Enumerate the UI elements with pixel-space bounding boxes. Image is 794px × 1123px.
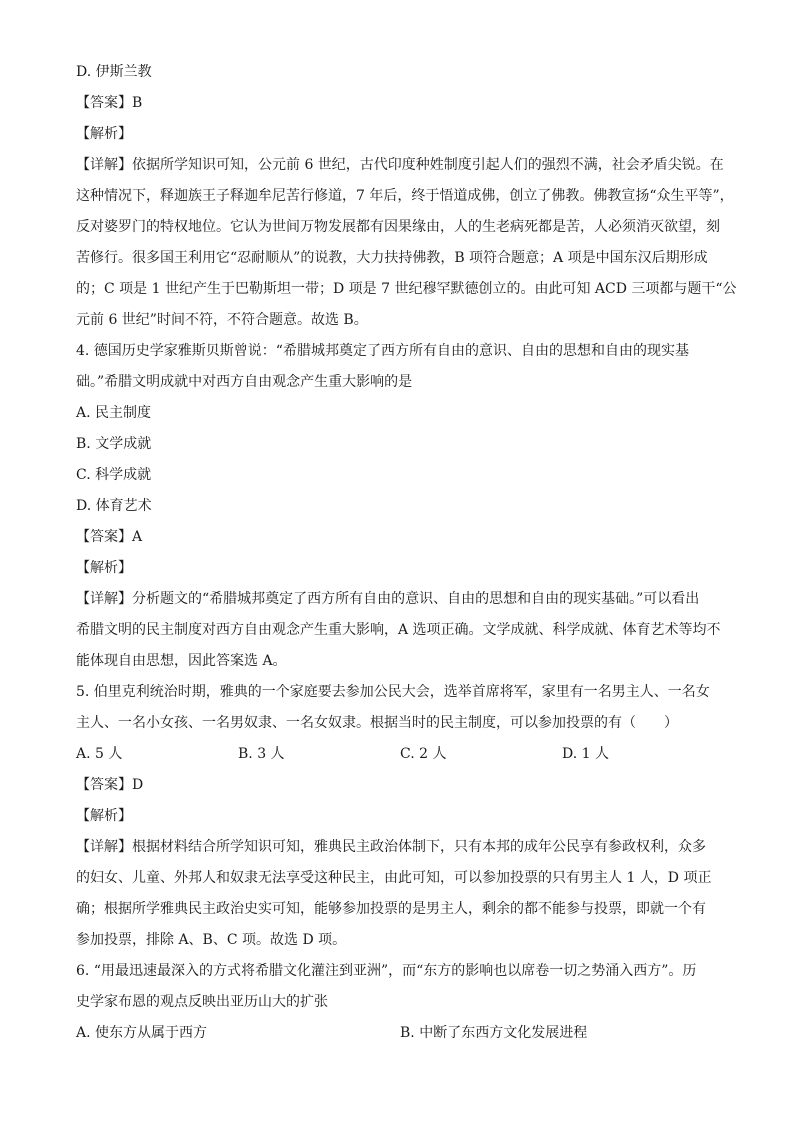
q6-option-b: B. 中断了东西方文化发展进程	[400, 1025, 588, 1041]
q4-stem: 4. 德国历史学家雅斯贝斯曾说：“希腊城邦奠定了西方所有自由的意识、自由的思想和自由的现实基	[76, 343, 689, 359]
q5-detail-line: 参加投票，排除 A、B、C 项。故选 D 项。	[76, 932, 347, 948]
q3-option-d: D. 伊斯兰教	[76, 64, 152, 80]
q6-stem: 史学家布恩的观点反映出亚历山大的扩张	[76, 994, 328, 1010]
q3-analysis-heading: 【解析】	[76, 126, 132, 142]
q5-stem: 5. 伯里克利统治时期，雅典的一个家庭要去参加公民大会，选举首席将军，家里有一名男主人、一名女	[76, 684, 710, 700]
q6-option-a: A. 使东方从属于西方	[76, 1025, 208, 1041]
q4-stem: 础。”希腊文明成就中对西方自由观念产生重大影响的是	[76, 374, 413, 390]
q4-option-a: A. 民主制度	[76, 405, 152, 421]
q4-answer: 【答案】A	[76, 529, 143, 545]
q5-option-b: B. 3 人	[238, 746, 285, 762]
q6-stem: 6. “用最迅速最深入的方式将希腊文化灌注到亚洲”，而“东方的影响也以席卷一切之势涌入西方”。历	[76, 963, 697, 979]
q5-option-a: A. 5 人	[76, 746, 123, 762]
q4-detail-line: 能体现自由思想，因此答案选 A。	[76, 653, 287, 669]
q4-analysis-heading: 【解析】	[76, 560, 132, 576]
q5-analysis-heading: 【解析】	[76, 808, 132, 824]
q4-detail-line: 希腊文明的民主制度对西方自由观念产生重大影响，A 选项正确。文学成就、科学成就、体育艺术等均不	[76, 622, 721, 638]
q5-option-c: C. 2 人	[400, 746, 447, 762]
q4-option-c: C. 科学成就	[76, 467, 152, 483]
q4-option-d: D. 体育艺术	[76, 498, 152, 514]
q3-detail-line: 这种情况下，释迦族王子释迦牟尼苦行修道，7 年后，终于悟道成佛，创立了佛教。佛教宣扬“众生平等”，	[76, 188, 734, 204]
q3-detail-line: 【详解】依据所学知识可知，公元前 6 世纪，古代印度种姓制度引起人们的强烈不满，社会矛盾尖锐。在	[76, 157, 724, 173]
q3-answer: 【答案】B	[76, 95, 143, 111]
q4-detail-line: 【详解】分析题文的“希腊城邦奠定了西方所有自由的意识、自由的思想和自由的现实基础。”可以看出	[76, 591, 700, 607]
q3-detail-line: 苦修行。很多国王利用它“忍耐顺从”的说教，大力扶持佛教，B 项符合题意；A 项是中国东汉后期形成	[76, 250, 708, 266]
q4-option-b: B. 文学成就	[76, 436, 152, 452]
q5-stem: 主人、一名小女孩、一名男奴隶、一名女奴隶。根据当时的民主制度，可以参加投票的有（ ）	[76, 715, 678, 731]
q5-detail-line: 【详解】根据材料结合所学知识可知，雅典民主政治体制下，只有本邦的成年公民享有参政权利，众多	[76, 839, 706, 855]
q3-detail-line: 的；C 项是 1 世纪产生于巴勒斯坦一带；D 项是 7 世纪穆罕默德创立的。由此可知 ACD 三项都与题干“公	[76, 281, 737, 297]
q5-answer: 【答案】D	[76, 777, 144, 793]
q5-detail-line: 的妇女、儿童、外邦人和奴隶无法享受这种民主，由此可知，可以参加投票的只有男主人 1 人，D 项正	[76, 870, 712, 886]
q5-option-d: D. 1 人	[562, 746, 609, 762]
q3-detail-line: 元前 6 世纪”时间不符，不符合题意。故选 B。	[76, 312, 368, 328]
q5-detail-line: 确；根据所学雅典民主政治史实可知，能够参加投票的是男主人，剩余的都不能参与投票，即就一个有	[76, 901, 706, 917]
q3-detail-line: 反对婆罗门的特权地位。它认为世间万物发展都有因果缘由，人的生老病死都是苦，人必须消灭欲望，刻	[76, 219, 720, 235]
